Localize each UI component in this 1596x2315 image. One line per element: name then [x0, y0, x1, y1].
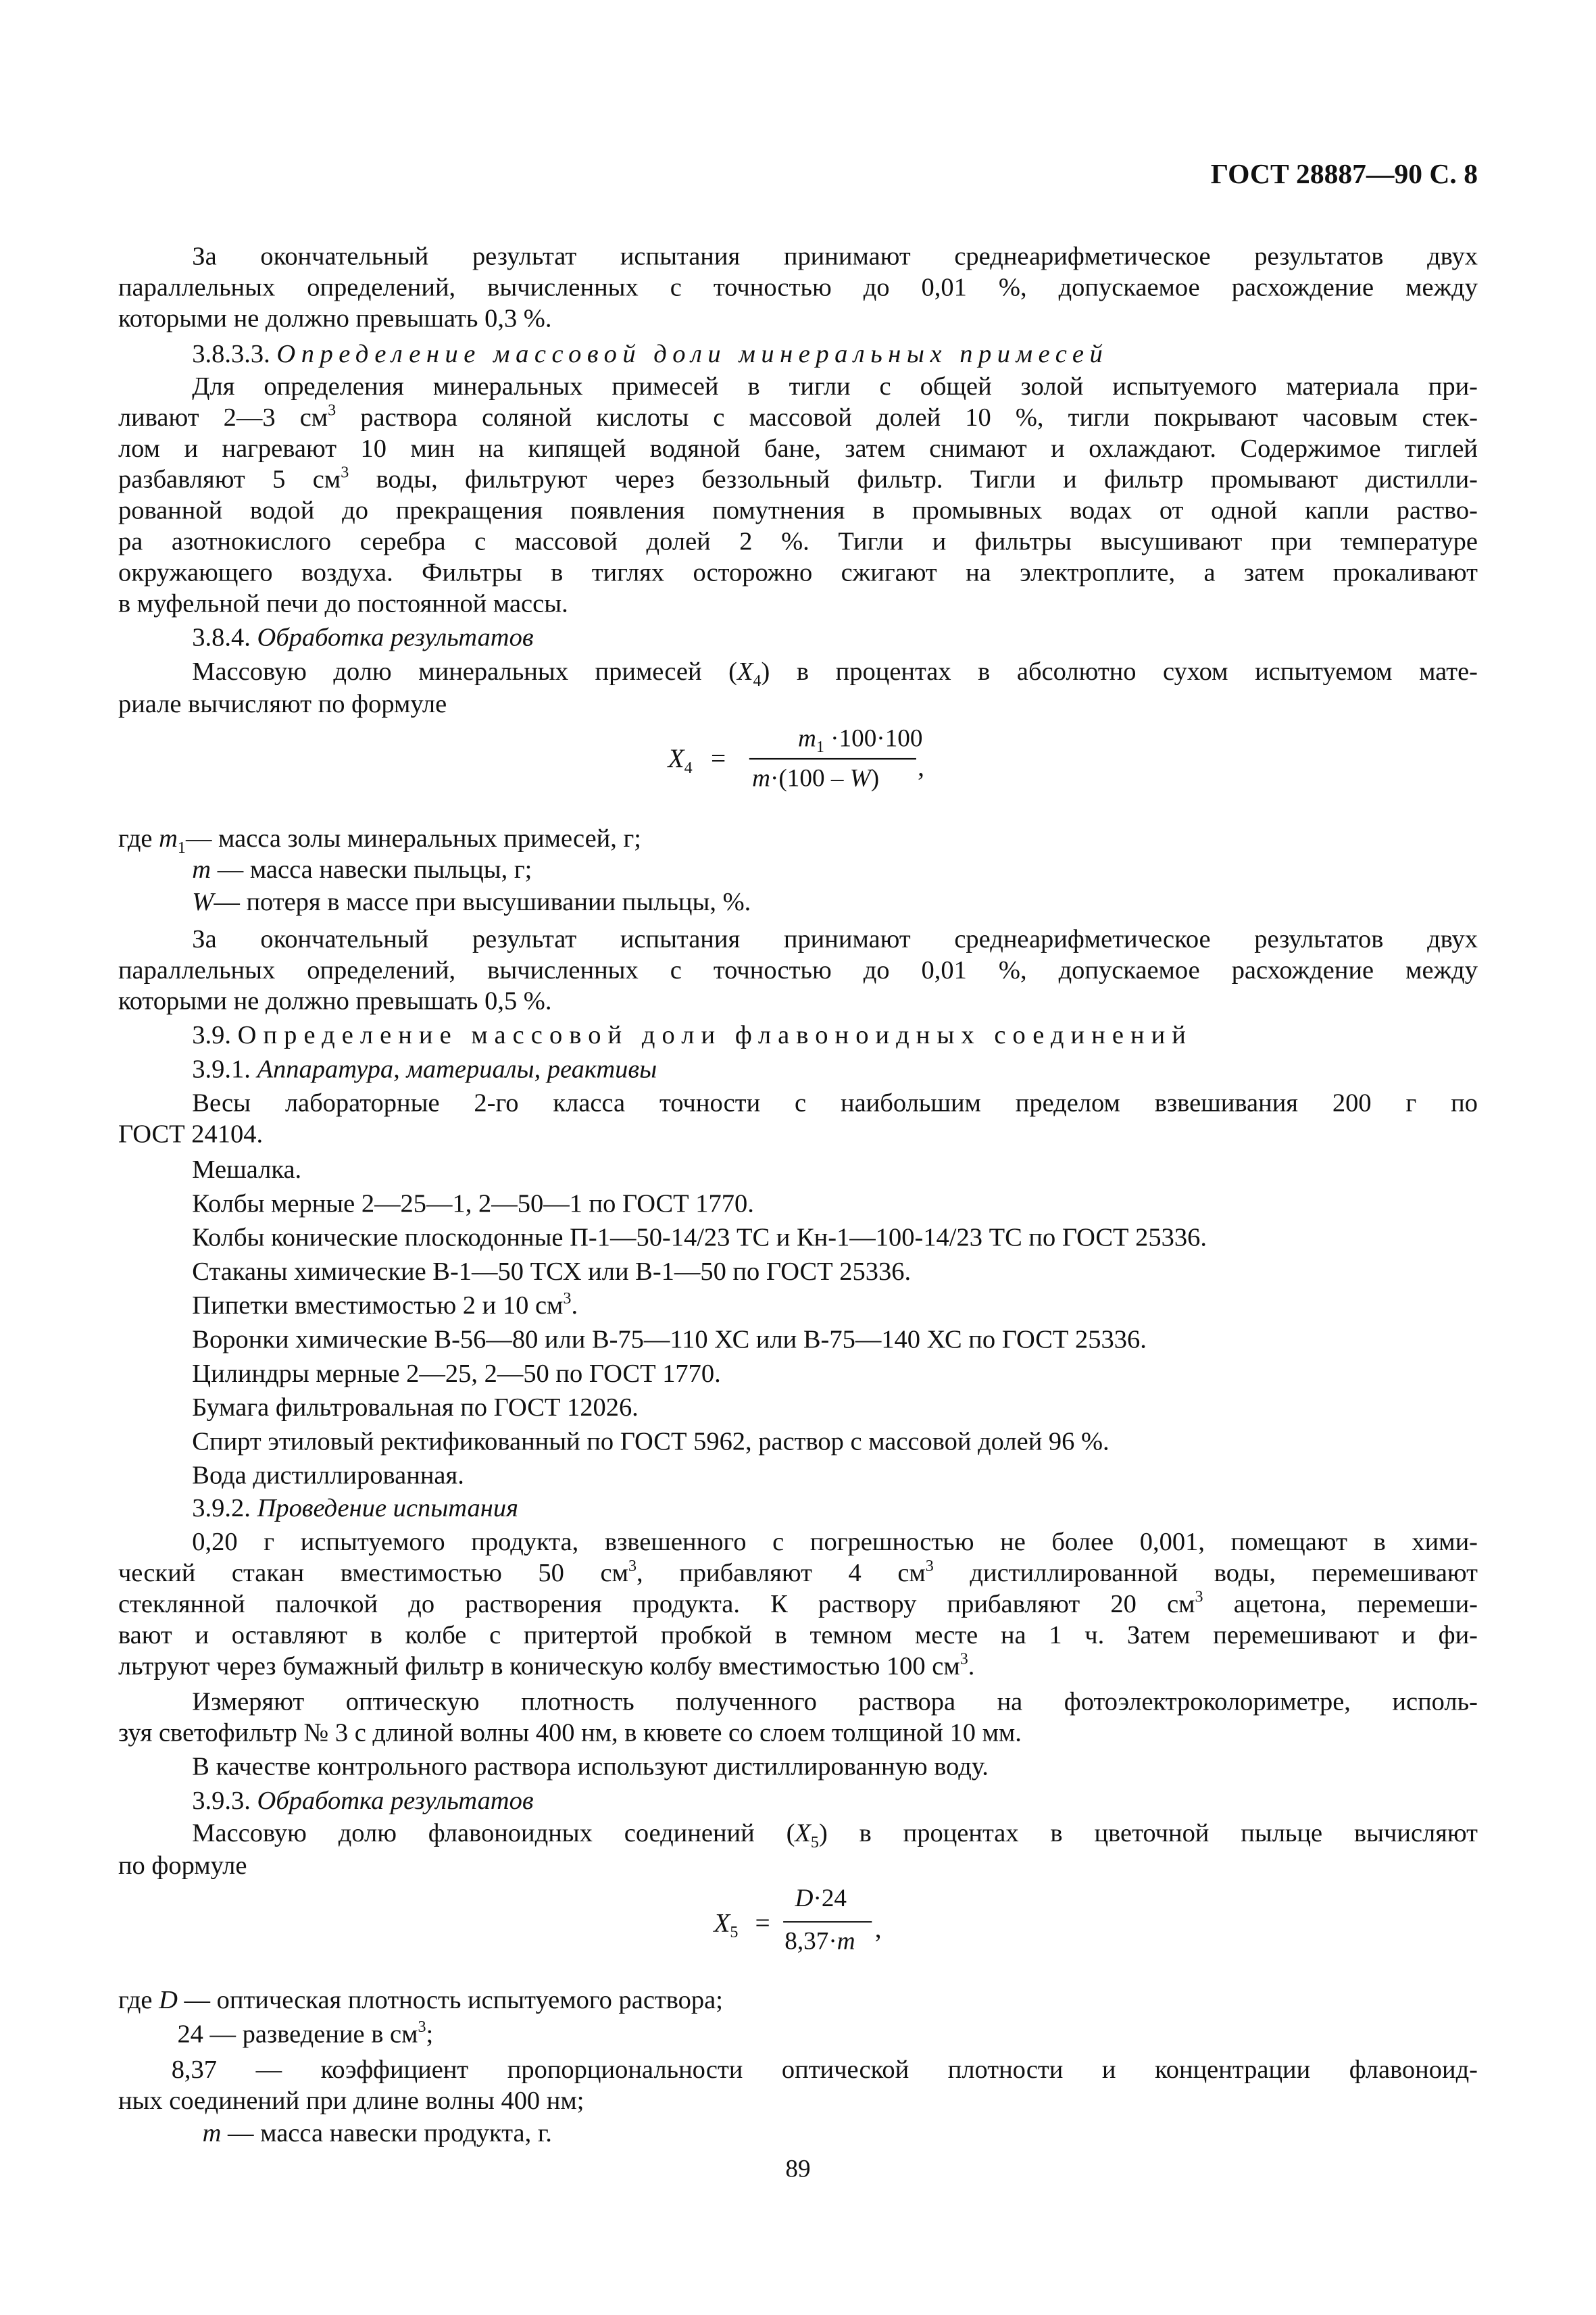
list-item: Спирт этиловый ректификованный по ГОСТ 5962, раствор с массовой долей 96 %.	[192, 1426, 1109, 1456]
paragraph-line: по формуле	[118, 1850, 247, 1880]
paragraph-line: 0,20 г испытуемого продукта, взвешенного с погрешностью не более 0,001, помещают в хими-	[192, 1526, 1478, 1556]
list-item: Вода дистиллированная.	[192, 1460, 464, 1490]
paragraph-line: льтруют через бумажный фильтр в коническую колбу вместимостью 100 $см^3$.	[118, 1650, 975, 1681]
paragraph-line: параллельных определений, вычисленных с точностью до 0,01 %, допускаемое расхождение между	[118, 272, 1478, 302]
paragraph-line: ливают 2—3 $см^3$ раствора соляной кислоты с массовой долей 10 %, тигли покрывают часовым стек-	[118, 401, 1478, 432]
paragraph-line: параллельных определений, вычисленных с точностью до 0,01 %, допускаемое расхождение между	[118, 954, 1478, 985]
paragraph-line: ра азотнокислого серебра с массовой долей 2 %. Тигли и фильтры высушивают при температуре	[118, 526, 1478, 556]
paragraph-line: разбавляют 5 $см^3$ воды, фильтруют через беззольный фильтр. Тигли и фильтр промывают дистилли-	[118, 464, 1478, 494]
definition-line: ных соединений при длине волны 400 нм;	[118, 2085, 584, 2115]
section-heading-39: 3.9. Определение массовой доли флавоноидных соединений	[192, 1020, 1193, 1049]
definition-line: m — масса навески продукта, г.	[202, 2117, 552, 2147]
section-heading-384: 3.8.4. Обработка результатов	[192, 622, 534, 652]
paragraph-line: Массовую долю флавоноидных соединений $(X_5)$ в процентах в цветочной пыльце вычисляют	[192, 1818, 1478, 1852]
fraction-bar	[749, 758, 916, 760]
paragraph-line: Для определения минеральных примесей в тигли с общей золой испытуемого материала при-	[192, 370, 1478, 401]
paragraph-line: которыми не должно превышать 0,3 %.	[118, 303, 552, 333]
list-item: Колбы конические плоскодонные П-1—50-14/23 ТС и Кн-1—100-14/23 ТС по ГОСТ 25336.	[192, 1222, 1207, 1252]
list-item: Колбы мерные 2—25—1, 2—50—1 по ГОСТ 1770.	[192, 1188, 754, 1218]
paragraph-line: ческий стакан вместимостью 50 $см^3$, прибавляют 4 $см^3$ дистиллированной воды, перемешивают	[118, 1558, 1478, 1587]
section-heading-393: 3.9.3. Обработка результатов	[192, 1785, 534, 1815]
paragraph-line: зуя светофильтр № 3 с длиной волны 400 нм, в кювете со слоем толщиной 10 мм.	[118, 1717, 1022, 1747]
list-item: Воронки химические В-56—80 или В-75—110 ХС или В-75—140 ХС по ГОСТ 25336.	[192, 1324, 1147, 1354]
document-page: ГОСТ 28887—90 С. 8 За окончательный результат испытания принимают среднеарифметическое результатов двух параллельных определений, вычисленных с точностью до 0,01 %, допускаемое расхождение между которыми не должно превышать 0,3 %. 3.8.3.3. Определение массовой доли минеральных примесей Для определения минеральных примесей в тигли с общей золой испытуемого материала при- ливают 2—3 $см^3$ раствора соляной кислоты с массовой долей 10 %, тигли покрывают часовым стек- лом и нагревают 10 мин на кипящей водяной бане, затем снимают и охлаждают. Содержимое тиглей разбавляют 5 $см^3$ воды, фильтруют через беззольный фильтр. Тигли и фильтр промывают дистилли- рованной водой до прекращения появления помутнения в промывных водах от одной капли раство- ра азотнокислого серебра с массовой долей 2 %. Тигли и фильтры высушивают при температуре окружающего воздуха. Фильтры в тиглях осторожно сжигают на электроплите, а затем прокаливают в муфельной печи до постоянной массы. 3.8.4. Обработка результатов Массовую долю минеральных примесей $(X_4)$ в процентах в абсолютно сухом испытуемом мате- риале вычисляют по формуле $X_4$ = $m_1 \cdot 100\cdot 100$ m·(100 – W) , где $m_1—$ масса золы минеральных примесей, г; m — масса навески пыльцы, г; W— потеря в массе при высушивании пыльцы, %. За окончательный результат испытания принимают среднеарифметическое результатов двух параллельных определений, вычисленных с точностью до 0,01 %, допускаемое расхождение между которыми не должно превышать 0,5 %. 3.9. Определение массовой доли флавоноидных соединений 3.9.1. Аппаратура, материалы, реактивы Весы лабораторные 2-го класса точности с наибольшим пределом взвешивания 200 г по ГОСТ 24104. Мешалка. Колбы мерные 2—25—1, 2—50—1 по ГОСТ 1770. Колбы конические плоскодонные П-1—50-14/23 ТС и Кн-1—100-14/23 ТС по ГОСТ 25336. Стаканы химические В-1—50 ТСХ или В-1—50 по ГОСТ 25336. Пипетки вместимостью 2 и 10 $см^3$. Воронки химические В-56—80 или В-75—110 ХС или В-75—140 ХС по ГОСТ 25336. Цилиндры мерные 2—25, 2—50 по ГОСТ 1770. Бумага фильтровальная по ГОСТ 12026. Спирт этиловый ректификованный по ГОСТ 5962, раствор с массовой долей 96 %. Вода дистиллированная. 3.9.2. Проведение испытания 0,20 г испытуемого продукта, взвешенного с погрешностью не более 0,001, помещают в хими- ческий стакан вместимостью 50 $см^3$, прибавляют 4 $см^3$ дистиллированной воды, перемешивают стеклянной палочкой до растворения продукта. К раствору прибавляют 20 $см^3$ ацетона, перемеши- вают и оставляют в колбе с притертой пробкой в темном месте на 1 ч. Затем перемешивают и фи- льтруют через бумажный фильтр в коническую колбу вместимостью 100 $см^3$. Измеряют оптическую плотность полученного раствора на фотоэлектроколориметре, исполь- зуя светофильтр № 3 с длиной волны 400 нм, в кювете со слоем толщиной 10 мм. В качестве контрольного раствора используют дистиллированную воду. 3.9.3. Обработка результатов Массовую долю флавоноидных соединений $(X_5)$ в процентах в цветочной пыльце вычисляют по формуле $X_5$ = D·24 8,37·m , где D — оптическая плотность испытуемого раствора; 24 — разведение в $см^3$; 8,37 — коэффициент пропорциональности оптической плотности и концентрации флавоноид- ных соединений при длине волны 400 нм; m — масса навески продукта, г. 89	[0, 0, 1596, 2315]
paragraph-line: рованной водой до прекращения появления помутнения в промывных водах от одной капли раство-	[118, 495, 1478, 525]
page-number: 89	[785, 2154, 811, 2183]
page-header: ГОСТ 28887—90 С. 8	[1210, 159, 1478, 191]
list-item: Весы лабораторные 2-го класса точности с наибольшим пределом взвешивания 200 г по	[192, 1087, 1478, 1118]
definition-line: где $m_1—$ масса золы минеральных примесей, г;	[118, 823, 641, 857]
list-item: Пипетки вместимостью 2 и 10 $см^3$.	[192, 1290, 578, 1320]
list-item: Бумага фильтровальная по ГОСТ 12026.	[192, 1392, 639, 1422]
list-item: Стаканы химические В-1—50 ТСХ или В-1—50 по ГОСТ 25336.	[192, 1255, 912, 1286]
definition-line: 8,37 — коэффициент пропорциональности оптической плотности и концентрации флавоноид-	[171, 2053, 1478, 2084]
list-item: ГОСТ 24104.	[118, 1118, 264, 1149]
definition-line: W— потеря в массе при высушивании пыльцы, %.	[192, 887, 751, 916]
paragraph-line: В качестве контрольного раствора используют дистиллированную воду.	[192, 1751, 989, 1781]
definition-line: 24 — разведение в $см^3$;	[177, 2018, 434, 2049]
section-heading-392: 3.9.2. Проведение испытания	[192, 1492, 518, 1522]
paragraph-line: За окончательный результат испытания принимают среднеарифметическое результатов двух	[192, 923, 1478, 953]
paragraph-line: Массовую долю минеральных примесей $(X_4)$ в процентах в абсолютно сухом испытуемом мате-	[192, 656, 1478, 691]
paragraph-line: в муфельной печи до постоянной массы.	[118, 588, 568, 618]
paragraph-line: риале вычисляют по формуле	[118, 689, 447, 718]
section-heading-3833: 3.8.3.3. Определение массовой доли минеральных примесей	[192, 338, 1109, 368]
fraction-bar	[783, 1921, 872, 1922]
definition-line: m — масса навески пыльцы, г;	[192, 854, 532, 884]
paragraph-line: Измеряют оптическую плотность полученного раствора на фотоэлектроколориметре, исполь-	[192, 1686, 1478, 1716]
section-heading-391: 3.9.1. Аппаратура, материалы, реактивы	[192, 1053, 657, 1084]
paragraph-line: вают и оставляют в колбе с притертой пробкой в темном месте на 1 ч. Затем перемешивают и фи-	[118, 1619, 1478, 1649]
paragraph-line: За окончательный результат испытания принимают среднеарифметическое результатов двух	[192, 241, 1478, 271]
paragraph-line: стеклянной палочкой до растворения продукта. К раствору прибавляют 20 $см^3$ ацетона, перемеши-	[118, 1589, 1478, 1618]
paragraph-line: лом и нагревают 10 мин на кипящей водяной бане, затем снимают и охлаждают. Содержимое тиглей	[118, 432, 1478, 463]
list-item: Цилиндры мерные 2—25, 2—50 по ГОСТ 1770.	[192, 1358, 721, 1388]
definition-line: где D — оптическая плотность испытуемого раствора;	[118, 1985, 723, 2014]
list-item: Мешалка.	[192, 1154, 302, 1184]
paragraph-line: которыми не должно превышать 0,5 %.	[118, 985, 552, 1016]
paragraph-line: окружающего воздуха. Фильтры в тиглях осторожно сжигают на электроплите, а затем прокаливают	[118, 557, 1478, 587]
